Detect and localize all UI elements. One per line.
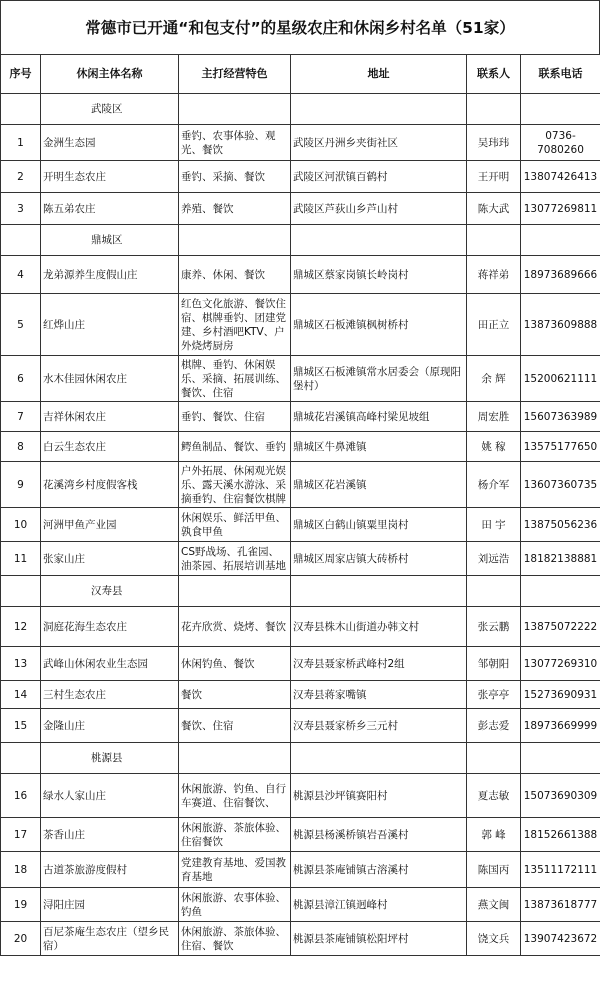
table-row — [1, 256, 600, 294]
row-contact: 张云鹏 — [467, 607, 521, 647]
row-feature: 鳄鱼制品、餐饮、垂钓 — [179, 432, 291, 462]
row-feature: 党建教育基地、爱国教育基地 — [179, 852, 291, 888]
row-phone: 18152661388 — [521, 818, 600, 852]
table-body — [1, 94, 600, 956]
row-contact: 吴玮玮 — [467, 125, 521, 161]
row-name: 三村生态农庄 — [41, 681, 179, 709]
header-feature: 主打经营特色 — [179, 55, 291, 94]
section-row — [1, 225, 600, 256]
row-number: 5 — [1, 294, 41, 356]
row-phone: 15273690931 — [521, 681, 600, 709]
empty-cell — [1, 576, 41, 607]
row-address: 鼎城区花岩溪镇 — [291, 462, 467, 508]
row-number: 18 — [1, 852, 41, 888]
row-contact: 田正立 — [467, 294, 521, 356]
table-row — [1, 462, 600, 508]
row-phone: 18182138881 — [521, 542, 600, 576]
row-address: 鼎城区石板滩镇常水居委会（原现阳堡村） — [291, 356, 467, 402]
table-row — [1, 888, 600, 922]
section-row — [1, 576, 600, 607]
table-row — [1, 852, 600, 888]
table-row — [1, 922, 600, 956]
row-name: 白云生态农庄 — [41, 432, 179, 462]
row-feature: 垂钓、餐饮、住宿 — [179, 402, 291, 432]
row-number: 16 — [1, 774, 41, 818]
table-row — [1, 818, 600, 852]
row-contact: 田 宇 — [467, 508, 521, 542]
row-contact: 彭志爱 — [467, 709, 521, 743]
row-phone: 15200621111 — [521, 356, 600, 402]
row-name: 浔阳庄园 — [41, 888, 179, 922]
row-name: 陈五弟农庄 — [41, 193, 179, 225]
row-contact: 燕文闽 — [467, 888, 521, 922]
table-row — [1, 125, 600, 161]
row-name: 龙弟源养生度假山庄 — [41, 256, 179, 294]
empty-cell — [1, 94, 41, 125]
empty-cell — [1, 225, 41, 256]
row-feature: 休闲旅游、农事体验、钓鱼 — [179, 888, 291, 922]
row-contact: 杨介军 — [467, 462, 521, 508]
empty-cell — [1, 743, 41, 774]
row-number: 7 — [1, 402, 41, 432]
empty-cell — [291, 576, 467, 607]
empty-cell — [179, 743, 291, 774]
empty-cell — [179, 94, 291, 125]
row-name: 洞庭花海生态农庄 — [41, 607, 179, 647]
empty-cell — [291, 743, 467, 774]
section-name: 汉寿县 — [41, 576, 179, 607]
row-name: 金洲生态园 — [41, 125, 179, 161]
row-name: 红烨山庄 — [41, 294, 179, 356]
row-number: 20 — [1, 922, 41, 956]
row-phone: 15607363989 — [521, 402, 600, 432]
empty-cell — [179, 576, 291, 607]
row-feature: 休闲旅游、钓鱼、自行车赛道、住宿餐饮、 — [179, 774, 291, 818]
row-feature: 垂钓、采摘、餐饮 — [179, 161, 291, 193]
document-title: 常德市已开通“和包支付”的星级农庄和休闲乡村名单（51家） — [0, 0, 600, 54]
row-phone: 13875056236 — [521, 508, 600, 542]
table-row — [1, 709, 600, 743]
row-number: 14 — [1, 681, 41, 709]
row-phone: 13511172111 — [521, 852, 600, 888]
row-feature: 休闲旅游、茶旅体验、住宿餐饮 — [179, 818, 291, 852]
empty-cell — [467, 94, 521, 125]
row-address: 武陵区芦荻山乡芦山村 — [291, 193, 467, 225]
row-address: 汉寿县株木山街道办韩文村 — [291, 607, 467, 647]
row-address: 汉寿县聂家桥乡三元村 — [291, 709, 467, 743]
section-row — [1, 743, 600, 774]
row-address: 汉寿县聂家桥武峰村2组 — [291, 647, 467, 681]
row-feature: 餐饮 — [179, 681, 291, 709]
section-name: 武陵区 — [41, 94, 179, 125]
row-number: 13 — [1, 647, 41, 681]
row-feature: 红色文化旅游、餐饮住宿、棋牌垂钓、团建党建、乡村酒吧KTV、户外烧烤厨房 — [179, 294, 291, 356]
table-row — [1, 161, 600, 193]
row-contact: 陈国丙 — [467, 852, 521, 888]
row-contact: 余 辉 — [467, 356, 521, 402]
header-phone: 联系电话 — [521, 55, 600, 94]
header-address: 地址 — [291, 55, 467, 94]
row-number: 3 — [1, 193, 41, 225]
row-phone: 13875072222 — [521, 607, 600, 647]
empty-cell — [521, 225, 600, 256]
table-row — [1, 607, 600, 647]
table-header-row — [1, 55, 600, 94]
row-address: 桃源县杨溪桥镇岩吾溪村 — [291, 818, 467, 852]
row-contact: 夏志敏 — [467, 774, 521, 818]
row-name: 开明生态农庄 — [41, 161, 179, 193]
empty-cell — [467, 576, 521, 607]
section-name: 桃源县 — [41, 743, 179, 774]
row-contact: 姚 稼 — [467, 432, 521, 462]
empty-cell — [291, 94, 467, 125]
row-feature: 花卉欣赏、烧烤、餐饮 — [179, 607, 291, 647]
row-address: 鼎城区白鹤山镇粟里岗村 — [291, 508, 467, 542]
empty-cell — [179, 225, 291, 256]
row-name: 张家山庄 — [41, 542, 179, 576]
row-contact: 周宏胜 — [467, 402, 521, 432]
row-feature: 餐饮、住宿 — [179, 709, 291, 743]
row-contact: 饶文兵 — [467, 922, 521, 956]
table-row — [1, 542, 600, 576]
row-name: 金隆山庄 — [41, 709, 179, 743]
row-contact: 张亭亭 — [467, 681, 521, 709]
row-number: 10 — [1, 508, 41, 542]
row-phone: 13807426413 — [521, 161, 600, 193]
row-number: 2 — [1, 161, 41, 193]
row-feature: 垂钓、农事体验、观光、餐饮 — [179, 125, 291, 161]
row-address: 鼎城区牛鼻滩镇 — [291, 432, 467, 462]
row-number: 19 — [1, 888, 41, 922]
row-name: 绿水人家山庄 — [41, 774, 179, 818]
row-feature: 户外拓展、休闲观光娱乐、露天溪水游泳、采摘垂钓、住宿餐饮棋牌 — [179, 462, 291, 508]
header-contact: 联系人 — [467, 55, 521, 94]
farm-list-table — [0, 54, 600, 956]
row-feature: 休闲钓鱼、餐饮 — [179, 647, 291, 681]
row-name: 茶香山庄 — [41, 818, 179, 852]
row-contact: 邹朝阳 — [467, 647, 521, 681]
empty-cell — [291, 225, 467, 256]
table-row — [1, 774, 600, 818]
row-contact: 刘远浩 — [467, 542, 521, 576]
row-number: 4 — [1, 256, 41, 294]
row-address: 鼎城区周家店镇大砖桥村 — [291, 542, 467, 576]
row-feature: 养殖、餐饮 — [179, 193, 291, 225]
row-address: 桃源县茶庵铺镇松阳坪村 — [291, 922, 467, 956]
header-name: 休闲主体名称 — [41, 55, 179, 94]
row-number: 11 — [1, 542, 41, 576]
row-phone: 13575177650 — [521, 432, 600, 462]
row-address: 鼎城区石板滩镇枫树桥村 — [291, 294, 467, 356]
section-name: 鼎城区 — [41, 225, 179, 256]
row-address: 汉寿县蒋家嘴镇 — [291, 681, 467, 709]
row-phone: 13077269811 — [521, 193, 600, 225]
row-name: 武峰山休闲农业生态园 — [41, 647, 179, 681]
row-address: 武陵区丹洲乡夹街社区 — [291, 125, 467, 161]
empty-cell — [521, 743, 600, 774]
table-row — [1, 356, 600, 402]
row-phone: 13907423672 — [521, 922, 600, 956]
row-address: 鼎城花岩溪镇高峰村梁见坡组 — [291, 402, 467, 432]
table-row — [1, 402, 600, 432]
row-name: 花溪湾乡村度假客栈 — [41, 462, 179, 508]
row-phone: 18973669999 — [521, 709, 600, 743]
row-contact: 蒋祥弟 — [467, 256, 521, 294]
row-phone: 13873618777 — [521, 888, 600, 922]
row-number: 1 — [1, 125, 41, 161]
row-contact: 陈大武 — [467, 193, 521, 225]
row-feature: 棋牌、垂钓、休闲娱乐、采摘、拓展训练、餐饮、住宿 — [179, 356, 291, 402]
row-address: 鼎城区蔡家岗镇长岭岗村 — [291, 256, 467, 294]
row-phone: 13873609888 — [521, 294, 600, 356]
row-number: 15 — [1, 709, 41, 743]
row-feature: 休闲旅游、茶旅体验、住宿、餐饮 — [179, 922, 291, 956]
row-number: 6 — [1, 356, 41, 402]
row-name: 吉祥休闲农庄 — [41, 402, 179, 432]
row-number: 12 — [1, 607, 41, 647]
row-address: 桃源县沙坪镇赛阳村 — [291, 774, 467, 818]
row-number: 9 — [1, 462, 41, 508]
row-feature: CS野战场、孔雀园、油茶园、拓展培训基地 — [179, 542, 291, 576]
row-phone: 13077269310 — [521, 647, 600, 681]
row-address: 桃源县茶庵铺镇古溶溪村 — [291, 852, 467, 888]
row-number: 8 — [1, 432, 41, 462]
empty-cell — [467, 225, 521, 256]
table-row — [1, 432, 600, 462]
row-phone: 15073690309 — [521, 774, 600, 818]
table-row — [1, 647, 600, 681]
row-name: 古道茶旅游度假村 — [41, 852, 179, 888]
row-address: 武陵区河洑镇百鹤村 — [291, 161, 467, 193]
row-number: 17 — [1, 818, 41, 852]
row-contact: 王开明 — [467, 161, 521, 193]
row-name: 河洲甲鱼产业园 — [41, 508, 179, 542]
row-name: 百尼茶庵生态农庄（望乡民宿） — [41, 922, 179, 956]
table-row — [1, 193, 600, 225]
row-feature: 康养、休闲、餐饮 — [179, 256, 291, 294]
empty-cell — [467, 743, 521, 774]
row-address: 桃源县漳江镇迥峰村 — [291, 888, 467, 922]
table-row — [1, 681, 600, 709]
section-row — [1, 94, 600, 125]
row-phone: 13607360735 — [521, 462, 600, 508]
table-row — [1, 294, 600, 356]
table-row — [1, 508, 600, 542]
empty-cell — [521, 94, 600, 125]
row-phone: 0736-7080260 — [521, 125, 600, 161]
row-phone: 18973689666 — [521, 256, 600, 294]
empty-cell — [521, 576, 600, 607]
row-contact: 郭 峰 — [467, 818, 521, 852]
row-name: 水木佳园休闲农庄 — [41, 356, 179, 402]
row-feature: 休闲娱乐、鲜活甲鱼、孰食甲鱼 — [179, 508, 291, 542]
header-no: 序号 — [1, 55, 41, 94]
